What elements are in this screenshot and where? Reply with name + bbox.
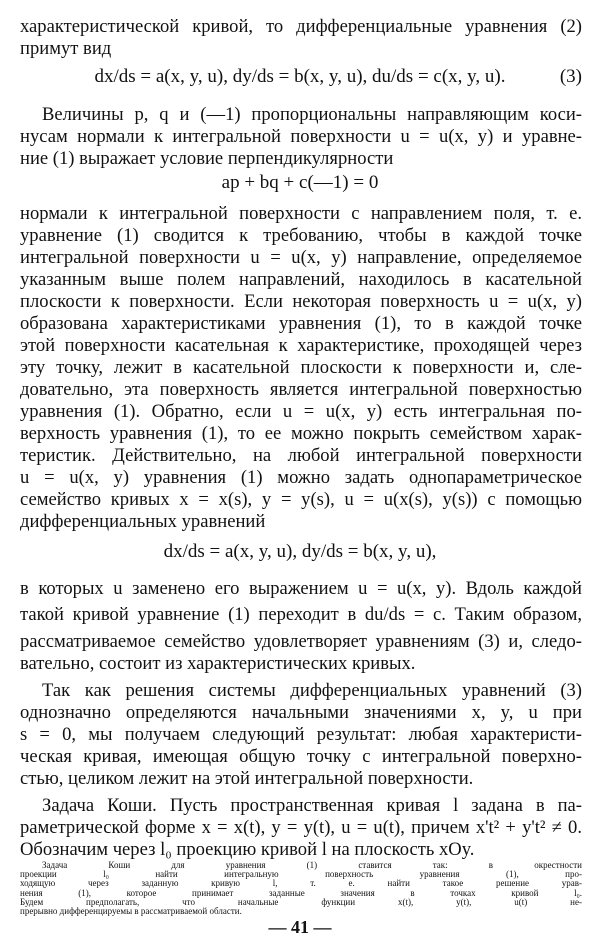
text-line: примут вид bbox=[20, 38, 112, 59]
text-line: ходящую через заданную кривую l, т. е. найти такое решение урав- bbox=[20, 879, 582, 889]
text-line: раметрической форме x = x(t), y = y(t), u = u(t), причем x't² + y't² ≠ 0. bbox=[20, 817, 582, 838]
text-line: плоскости к поверхности. Если некоторая поверхность u = u(x, y) bbox=[20, 291, 582, 312]
text-line: теристик. Действительно, на любой интегральной поверхности bbox=[20, 445, 582, 466]
formula-perpendicularity: ap + bq + c(—1) = 0 bbox=[221, 172, 379, 193]
text-line: интегральной поверхности u = u(x, y) направление, определяемое bbox=[20, 247, 582, 268]
text-line: ческая кривая, имеющая общую точку с интегральной поверхно- bbox=[20, 746, 582, 767]
text-line: нения (1), которое принимает заданные значения в точках кривой l₀. bbox=[20, 888, 582, 898]
formula-system-3: dx/ds = a(x, y, u), dy/ds = b(x, y, u), du/ds = c(x, y, u). bbox=[94, 66, 506, 87]
text-line: дифференциальных уравнений bbox=[20, 511, 266, 532]
text-line: Обозначим через l₀ проекцию кривой l на плоскость xOy. bbox=[20, 839, 475, 860]
text-line: такой кривой уравнение (1) переходит в du/ds = c. Таким образом, bbox=[20, 604, 582, 625]
text-line: прерывно дифференцируемы в рассматриваемой области. bbox=[20, 907, 242, 916]
text-line: Величины p, q и (—1) пропорциональны направляющим коси- bbox=[42, 104, 582, 125]
text-line: u = u(x, y) уравнения (1) можно задать однопараметрическое bbox=[20, 467, 582, 488]
text-line: ние (1) выражает условие перпендикулярности bbox=[20, 148, 394, 169]
text-line: уравнения (1). Обратно, если u = u(x, y) есть интегральная по- bbox=[20, 401, 582, 422]
text-line: Так как решения системы дифференциальных уравнений (3) bbox=[42, 680, 582, 701]
text-line: эту точку, лежит в касательной плоскости к поверхности и, сле- bbox=[20, 357, 582, 378]
text-line: рассматриваемое семейство удовлетворяет уравнениям (3) и, следо- bbox=[20, 631, 582, 652]
text-line: вательно, состоит из характеристических кривых. bbox=[20, 653, 416, 674]
text-line: этой поверхности касательная к характеристике, проходящей через bbox=[20, 335, 582, 356]
text-line: образована характеристиками уравнения (1), то в каждой точке bbox=[20, 313, 582, 334]
text-line: Задача Коши. Пусть пространственная кривая l задана в па- bbox=[42, 795, 582, 816]
text-line: нормали к интегральной поверхности с направлением поля, т. е. bbox=[20, 203, 582, 224]
text-line: стью, целиком лежит на этой интегральной поверхности. bbox=[20, 768, 474, 789]
text-line: нусам нормали к интегральной поверхности u = u(x, y) и уравне- bbox=[20, 126, 582, 147]
text-line: однозначно определяются начальными значениями x, y, u при bbox=[20, 702, 582, 723]
text-line: довательно, эта поверхность является интегральной поверхностью bbox=[20, 379, 582, 400]
text-line: уравнение (1) сводится к требованию, чтобы в каждой точке bbox=[20, 225, 582, 246]
text-line: проекции l₀ найти интегральную поверхность уравнения (1), про- bbox=[20, 870, 582, 880]
text-line: Будем предполагать, что начальные функции x(t), y(t), u(t) не- bbox=[20, 897, 582, 907]
text-line: указанным выше полем направлений, находилось в касательной bbox=[20, 269, 582, 290]
formula-system-curves: dx/ds = a(x, y, u), dy/ds = b(x, y, u), bbox=[163, 541, 437, 562]
text-line: верхность уравнения (1), то ее можно покрыть семейством харак- bbox=[20, 423, 582, 444]
text-line: семейство кривых x = x(s), y = y(s), u = u(x(s), y(s)) с помощью bbox=[20, 489, 582, 510]
equation-number: (3) bbox=[559, 66, 582, 87]
text-line: s = 0, мы получаем следующий результат: любая характеристи- bbox=[20, 724, 582, 745]
text-line: Задача Коши для уравнения (1) ставится так: в окрестности bbox=[42, 861, 582, 870]
text-line: в которых u заменено его выражением u = u(x, y). Вдоль каждой bbox=[20, 578, 582, 599]
page-number: — 41 — bbox=[268, 917, 332, 937]
text-line: характеристической кривой, то дифференциальные уравнения (2) bbox=[20, 16, 582, 37]
